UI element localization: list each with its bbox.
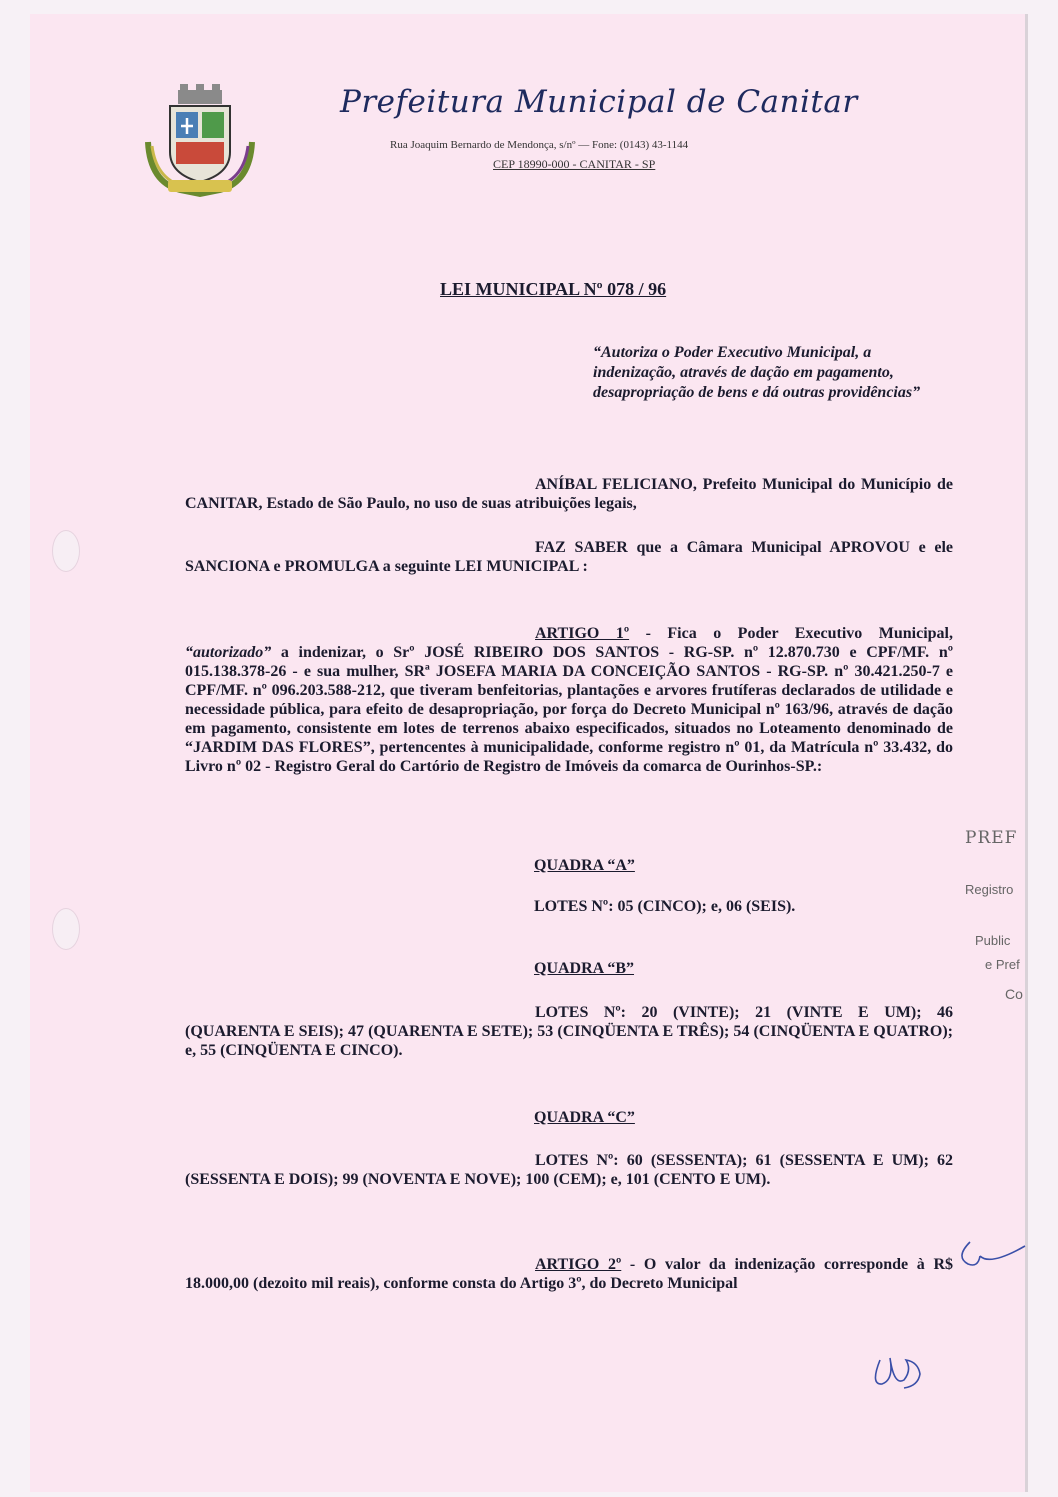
margin-stamp-line: Co [1005,986,1023,1002]
law-title: LEI MUNICIPAL Nº 078 / 96 [440,279,667,299]
article-2-label: ARTIGO 2º [535,1256,622,1273]
quadra-b-heading: QUADRA “B” [534,960,635,977]
margin-stamp-line: e Pref [985,957,1020,972]
article-1-text-a: - Fica o Poder Executivo Municipal, [629,625,954,642]
quadra-c-lots: LOTES Nº: 60 (SESSENTA); 61 (SESSENTA E UM); 62 (SESSENTA E DOIS); 99 (NOVENTA E NOVE); 100 (CEM); e, 101 (CENTO E UM). [185,1152,953,1188]
article-1-paragraph [185,624,953,776]
faz-saber-paragraph: FAZ SABER que a Câmara Municipal APROVOU e ele SANCIONA e PROMULGA a seguinte LEI MUNICIPAL : [185,539,953,575]
coat-of-arms-logo [140,82,260,200]
law-ementa: “Autoriza o Poder Executivo Municipal, a indenização, através de dação em pagamento, desapropriação de bens e dá outras providências” [593,344,921,401]
header-address: Rua Joaquim Bernardo de Mendonça, s/nº — Fone: (0143) 43-1144 [390,139,689,151]
quadra-a-heading: QUADRA “A” [534,857,635,874]
article-1-italic: “autorizado” [185,644,272,661]
margin-stamp-line: Registro [965,882,1014,897]
quadra-a-lots: LOTES Nº: 05 (CINCO); e, 06 (SEIS). [534,898,796,915]
quadra-b-lots: LOTES Nº: 20 (VINTE); 21 (VINTE E UM); 46 (QUARENTA E SEIS); 47 (QUARENTA E SETE); 53 (CINQÜENTA E TRÊS); 54 (CINQÜENTA E QUATRO); e, 55 (CINQÜENTA E CINCO). [185,1004,953,1059]
margin-stamp-line: PREF [965,828,1018,848]
preamble-paragraph: ANÍBAL FELICIANO, Prefeito Municipal do Município de CANITAR, Estado de São Paulo, no uso de suas atribuições legais, [185,476,953,512]
handwritten-initial [950,1232,1030,1282]
article-2-text: - O valor da indenização corresponde à R$ 18.000,00 (dezoito mil reais), conforme consta do Artigo 3º, do Decreto Municipal [185,1256,954,1292]
article-2-paragraph [185,1255,953,1293]
article-1-text-b: a indenizar, o Srº JOSÉ RIBEIRO DOS SANTOS - RG-SP. nº 12.870.730 e CPF/MF. nº 015.138.378-26 - e sua mulher, SRª JOSEFA MARIA DA CONCEIÇÃO SANTOS - RG-SP. nº 30.421.250-7 e CPF/MF. nº 096.203.588-212, que tiveram benfeitorias, plantações e arvores frutíferas declarados de utilidade e necessidade pública, para efeito de desapropriação, por força do Decreto Municipal nº 163/96, através de dação em pagamento, consistente em lotes de terrenos abaixo especificados, situados no Loteamento denominado de “JARDIM DAS FLORES”, pertencentes à municipalidade, conforme registro nº 01, da Matrícula nº 33.432, do Livro nº 02 - Registro Geral do Cartório de Registro de Imóveis da comarca de Ourinhos-SP.: [185,644,953,775]
punch-hole [52,908,80,950]
handwritten-signature [860,1340,940,1400]
municipality-title: Prefeitura Municipal de Canitar [340,84,858,120]
quadra-c-heading: QUADRA “C” [534,1109,635,1126]
margin-stamp-line: Public [975,933,1011,948]
article-1-label: ARTIGO 1º [535,625,630,642]
header-cep: CEP 18990-000 - CANITAR - SP [493,157,656,171]
punch-hole [52,530,80,572]
